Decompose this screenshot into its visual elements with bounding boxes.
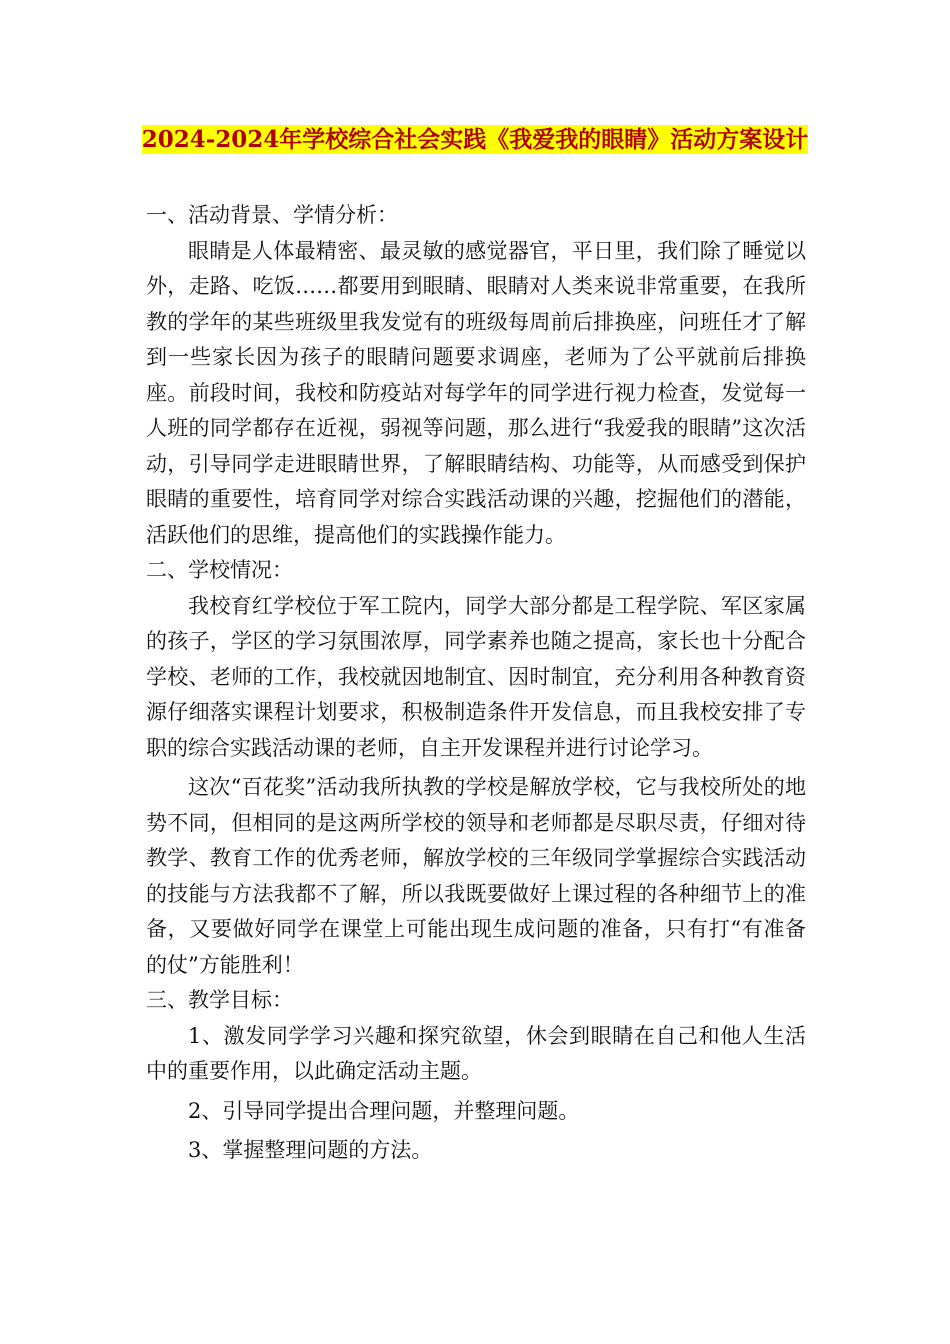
goal-item-2: 2、引导同学提出合理问题，并整理问题。 (188, 1098, 580, 1123)
document-body (146, 198, 806, 1169)
goal-item-3: 3、掌握整理问题的方法。 (188, 1138, 433, 1162)
goal-item-1: 1、激发同学学习兴趣和探究欲望，休会到眼睛在自己和他人生活中的重要作用，以此确定活动主题。 (146, 1023, 806, 1083)
paragraph-school-1: 我校育红学校位于军工院内，同学大部分都是工程学院、军区家属的孩子，学区的学习氛围浓厚，同学素养也随之提高，家长也十分配合学校、老师的工作，我校就因地制宜、因时制宜，充分利用各种教育资源仔细落实课程计划要求，积极制造条件开发信息，而且我校安排了专职的综合实践活动课的老师，自主开发课程并进行讨论学习。 (146, 593, 806, 760)
paragraph-school-2: 这次“百花奖”活动我所执教的学校是解放学校，它与我校所处的地势不同，但相同的是这两所学校的领导和老师都是尽职尽责，仔细对待教学、教育工作的优秀老师，解放学校的三年级同学掌握综合实践活动的技能与方法我都不了解，所以我既要做好上课过程的各种细节上的准备，又要做好同学在课堂上可能出现生成问题的准备，只有打“有准备的仗”方能胜利！ (146, 775, 806, 977)
paragraph-background: 眼睛是人体最精密、最灵敏的感觉器官，平日里，我们除了睡觉以外，走路、吃饭……都要用到眼睛、眼睛对人类来说非常重要，在我所教的学年的某些班级里我发觉有的班级每周前后排换座，问班任才了解到一些家长因为孩子的眼睛问题要求调座，老师为了公平就前后排换座。前段时间，我校和防疫站对每学年的同学进行视力检查，发觉每一人班的同学都存在近视，弱视等问题，那么进行“我爱我的眼睛”这次活动，引导同学走进眼睛世界，了解眼睛结构、功能等，从而感受到保护眼睛的重要性，培育同学对综合实践活动课的兴趣，挖掘他们的潜能，活跃他们的思维，提高他们的实践操作能力。 (146, 238, 806, 547)
document-title (120, 122, 830, 158)
document-title-text: 2024-2024年学校综合社会实践《我爱我的眼睛》活动方案设计 (141, 126, 809, 153)
section-heading-background: 一、活动背景、学情分析： (146, 203, 398, 227)
section-heading-school: 二、学校情况： (146, 558, 293, 582)
section-heading-goals: 三、教学目标： (146, 988, 293, 1012)
